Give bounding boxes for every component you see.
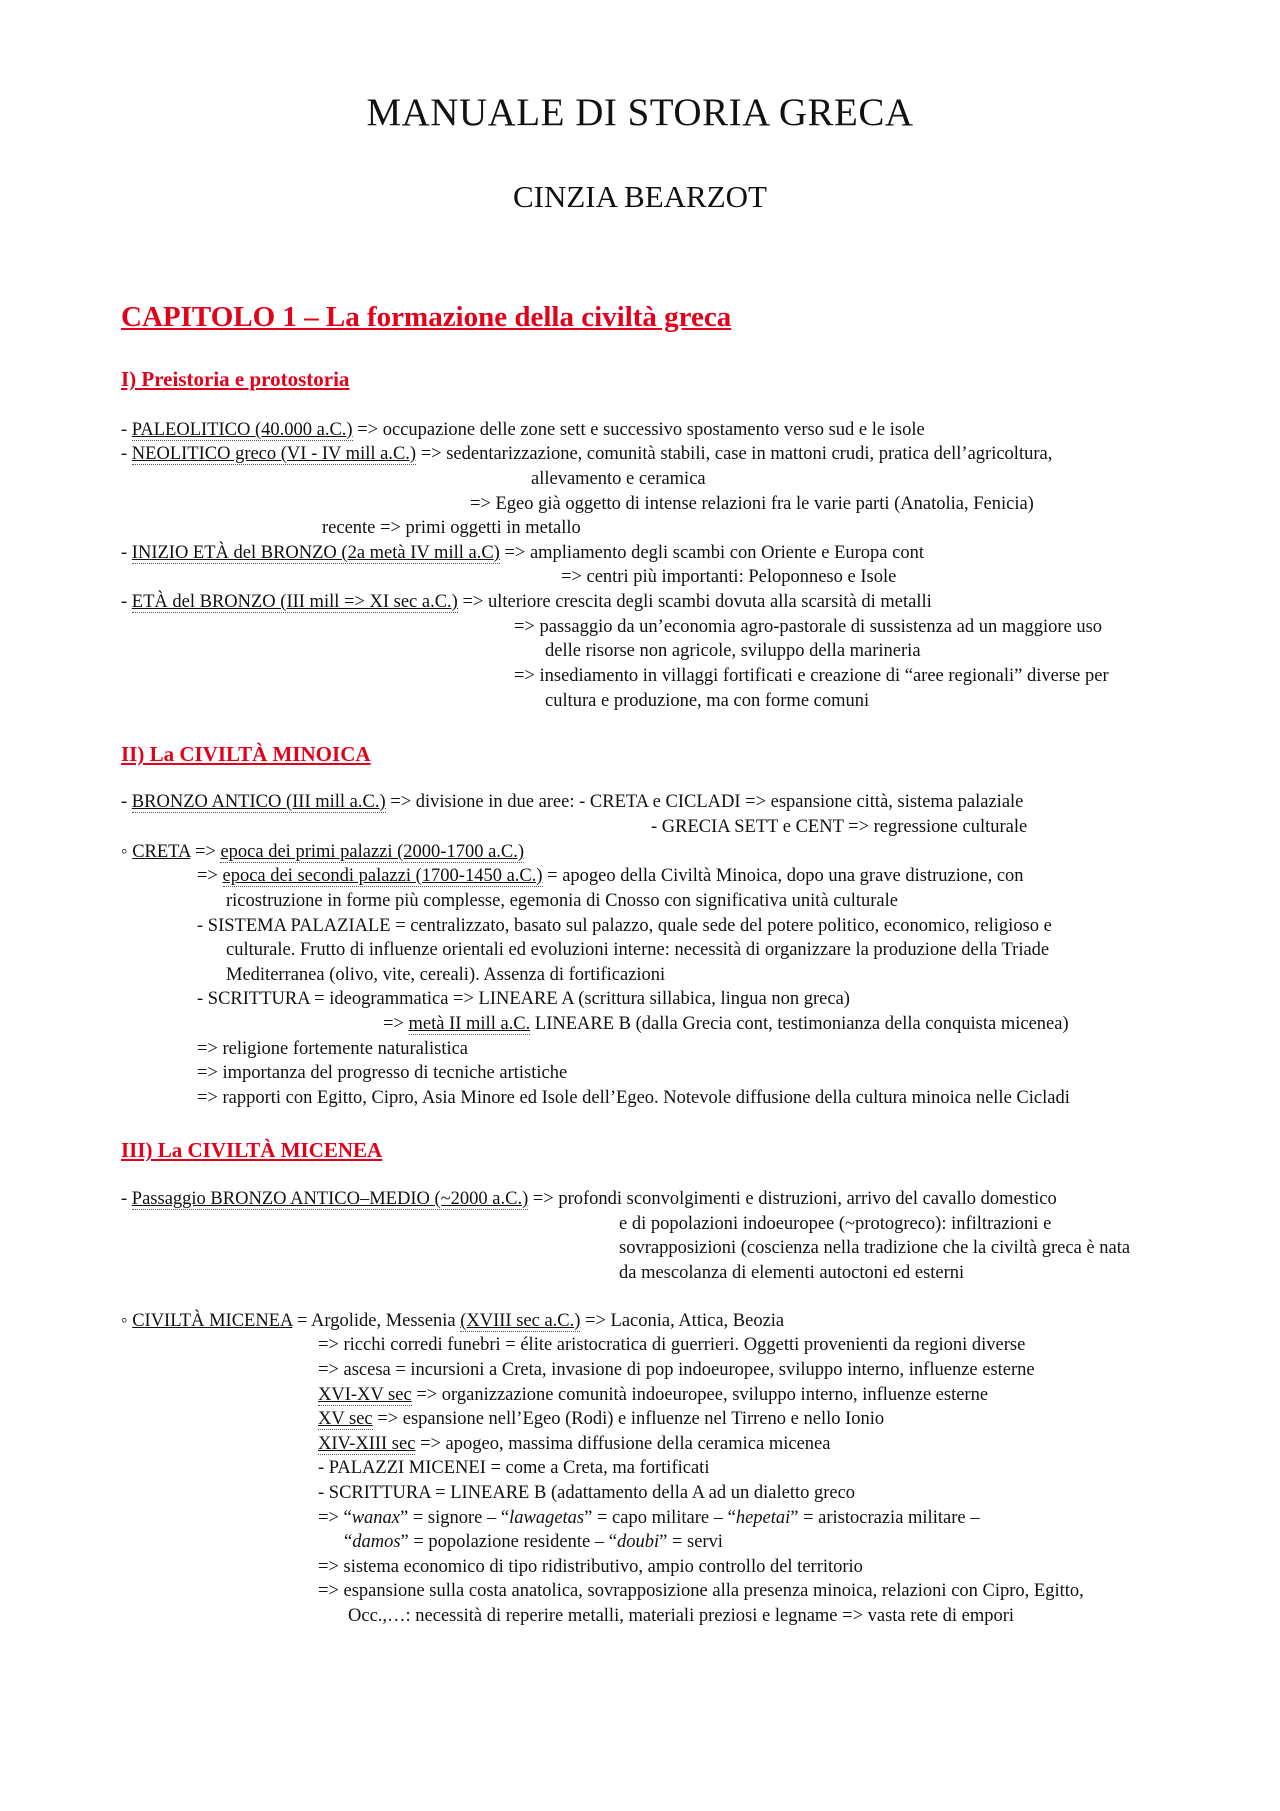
text-line: XIV-XIII sec => apogeo, massima diffusione della ceramica micenea (318, 1434, 831, 1454)
text-line: - SISTEMA PALAZIALE = centralizzato, basato sul palazzo, quale sede del potere politico, economico, religioso e (197, 916, 1052, 936)
text-line: cultura e produzione, ma con forme comuni (545, 691, 870, 711)
term-meta-ii-mill: metà II mill a.C. (408, 1014, 531, 1034)
text-line: ◦ CIVILTÀ MICENEA = Argolide, Messenia (XVIII sec a.C.) => Laconia, Attica, Beozia (121, 1311, 785, 1331)
text-line: - NEOLITICO greco (VI - IV mill a.C.) => sedentarizzazione, comunità stabili, case in mattoni crudi, pratica dell’agricoltura, (121, 444, 1053, 464)
term-xv-sec: XV sec (318, 1409, 373, 1429)
text-line: => “wanax” = signore – “lawagetas” = capo militare – “hepetai” = aristocrazia militare – (318, 1508, 980, 1528)
text-line: ◦ CRETA => epoca dei primi palazzi (2000-1700 a.C.) (121, 842, 525, 862)
text-line: da mescolanza di elementi autoctoni ed esterni (619, 1263, 965, 1283)
text-line: - Passaggio BRONZO ANTICO–MEDIO (~2000 a.C.) => profondi sconvolgimenti e distruzioni, arrivo del cavallo domestico (121, 1189, 1057, 1209)
term-secondi-palazzi: epoca dei secondi palazzi (1700-1450 a.C.) (222, 866, 543, 886)
term-primi-palazzi: epoca dei primi palazzi (2000-1700 a.C.) (220, 842, 525, 862)
text-line: culturale. Frutto di influenze orientali ed evoluzioni interne: necessità di organizzare la produzione della Triade (226, 940, 1050, 960)
text-line: => religione fortemente naturalistica (197, 1039, 469, 1059)
text-line: “damos” = popolazione residente – “doubi” = servi (344, 1532, 723, 1552)
text-line: => Egeo già oggetto di intense relazioni fra le varie parti (Anatolia, Fenicia) (470, 494, 1034, 514)
term-paleolitico: PALEOLITICO (40.000 a.C.) (131, 420, 353, 440)
text-line: => insediamento in villaggi fortificati e creazione di “aree regionali” diverse per (514, 666, 1109, 686)
text-line: - ETÀ del BRONZO (III mill => XI sec a.C.) => ulteriore crescita degli scambi dovuta alla scarsità di metalli (121, 592, 932, 612)
text-line: => metà II mill a.C. LINEARE B (dalla Grecia cont, testimonianza della conquista micenea) (383, 1014, 1069, 1034)
text-line: - INIZIO ETÀ del BRONZO (2a metà IV mill a.C) => ampliamento degli scambi con Oriente e Europa cont (121, 543, 924, 563)
term-civilta-micenea: CIVILTÀ MICENEA (132, 1311, 293, 1331)
section-heading-micenea: III) La CIVILTÀ MICENEA (121, 1138, 383, 1162)
text-line: => passaggio da un’economia agro-pastorale di sussistenza ad un maggiore uso (514, 617, 1103, 637)
text-line: => centri più importanti: Peloponneso e Isole (561, 567, 897, 587)
text-line: - GRECIA SETT e CENT => regressione culturale (651, 817, 1028, 837)
text-line: e di popolazioni indoeuropee (~protogreco): infiltrazioni e (619, 1214, 1052, 1234)
text-line: XV sec => espansione nell’Egeo (Rodi) e influenze nel Tirreno e nello Ionio (318, 1409, 885, 1429)
text-line: sovrapposizioni (coscienza nella tradizione che la civiltà greca è nata (619, 1238, 1131, 1258)
section-heading-preistoria: I) Preistoria e protostoria (121, 367, 350, 391)
chapter-heading: CAPITOLO 1 – La formazione della civiltà greca (121, 301, 732, 333)
text-line: Mediterranea (olivo, vite, cereali). Assenza di fortificazioni (226, 965, 666, 985)
text-line: - BRONZO ANTICO (III mill a.C.) => divisione in due aree: - CRETA e CICLADI => espansione città, sistema palaziale (121, 792, 1024, 812)
term-neolitico: NEOLITICO greco (VI - IV mill a.C.) (131, 444, 417, 464)
text-line: => epoca dei secondi palazzi (1700-1450 a.C.) = apogeo della Civiltà Minoica, dopo una grave distruzione, con (197, 866, 1024, 886)
text-line: => sistema economico di tipo ridistributivo, ampio controllo del territorio (318, 1557, 863, 1577)
document-title: MANUALE DI STORIA GRECA (366, 91, 914, 134)
text-line: Occ.,…: necessità di reperire metalli, materiali preziosi e legname => vasta rete di empori (348, 1606, 1015, 1626)
text-line: - SCRITTURA = ideogrammatica => LINEARE A (scrittura sillabica, lingua non greca) (197, 989, 850, 1009)
term-creta: CRETA (132, 842, 191, 862)
text-line: allevamento e ceramica (531, 469, 706, 489)
text-line: => ascesa = incursioni a Creta, invasione di pop indoeuropee, sviluppo interno, influenze esterne (318, 1360, 1035, 1380)
term-passaggio-bronzo: Passaggio BRONZO ANTICO–MEDIO (~2000 a.C.) (131, 1189, 529, 1209)
text-line: => importanza del progresso di tecniche artistiche (197, 1063, 568, 1083)
text-line: - PALAZZI MICENEI = come a Creta, ma fortificati (318, 1458, 710, 1478)
text-line: => rapporti con Egitto, Cipro, Asia Minore ed Isole dell’Egeo. Notevole diffusione della cultura minoica nelle Cicladi (197, 1088, 1070, 1108)
text-line: - PALEOLITICO (40.000 a.C.) => occupazione delle zone sett e successivo spostamento verso sud e le isole (121, 420, 925, 440)
term-xvi-xv-sec: XVI-XV sec (318, 1385, 412, 1405)
term-bronzo-antico: BRONZO ANTICO (III mill a.C.) (131, 792, 386, 812)
term-inizio-bronzo: INIZIO ETÀ del BRONZO (2a metà IV mill a.C) (131, 543, 500, 563)
text-line: => ricchi corredi funebri = élite aristocratica di guerrieri. Oggetti provenienti da regioni diverse (318, 1335, 1026, 1355)
section-heading-minoica: II) La CIVILTÀ MINOICA (121, 742, 371, 766)
text-line: XVI-XV sec => organizzazione comunità indoeuropee, sviluppo interno, influenze esterne (318, 1385, 989, 1405)
text-line: => espansione sulla costa anatolica, sovrapposizione alla presenza minoica, relazioni con Cipro, Egitto, (318, 1581, 1084, 1601)
term-eta-bronzo: ETÀ del BRONZO (III mill => XI sec a.C.) (131, 592, 458, 612)
text-line: recente => primi oggetti in metallo (322, 518, 581, 538)
text-line: delle risorse non agricole, sviluppo della marineria (545, 641, 921, 661)
term-xviii-sec: (XVIII sec a.C.) (460, 1311, 581, 1331)
text-line: ricostruzione in forme più complesse, egemonia di Cnosso con significativa unità culturale (226, 891, 898, 911)
term-xiv-xiii-sec: XIV-XIII sec (318, 1434, 416, 1454)
author-name: CINZIA BEARZOT (512, 179, 767, 214)
text-line: - SCRITTURA = LINEARE B (adattamento della A ad un dialetto greco (318, 1483, 856, 1503)
